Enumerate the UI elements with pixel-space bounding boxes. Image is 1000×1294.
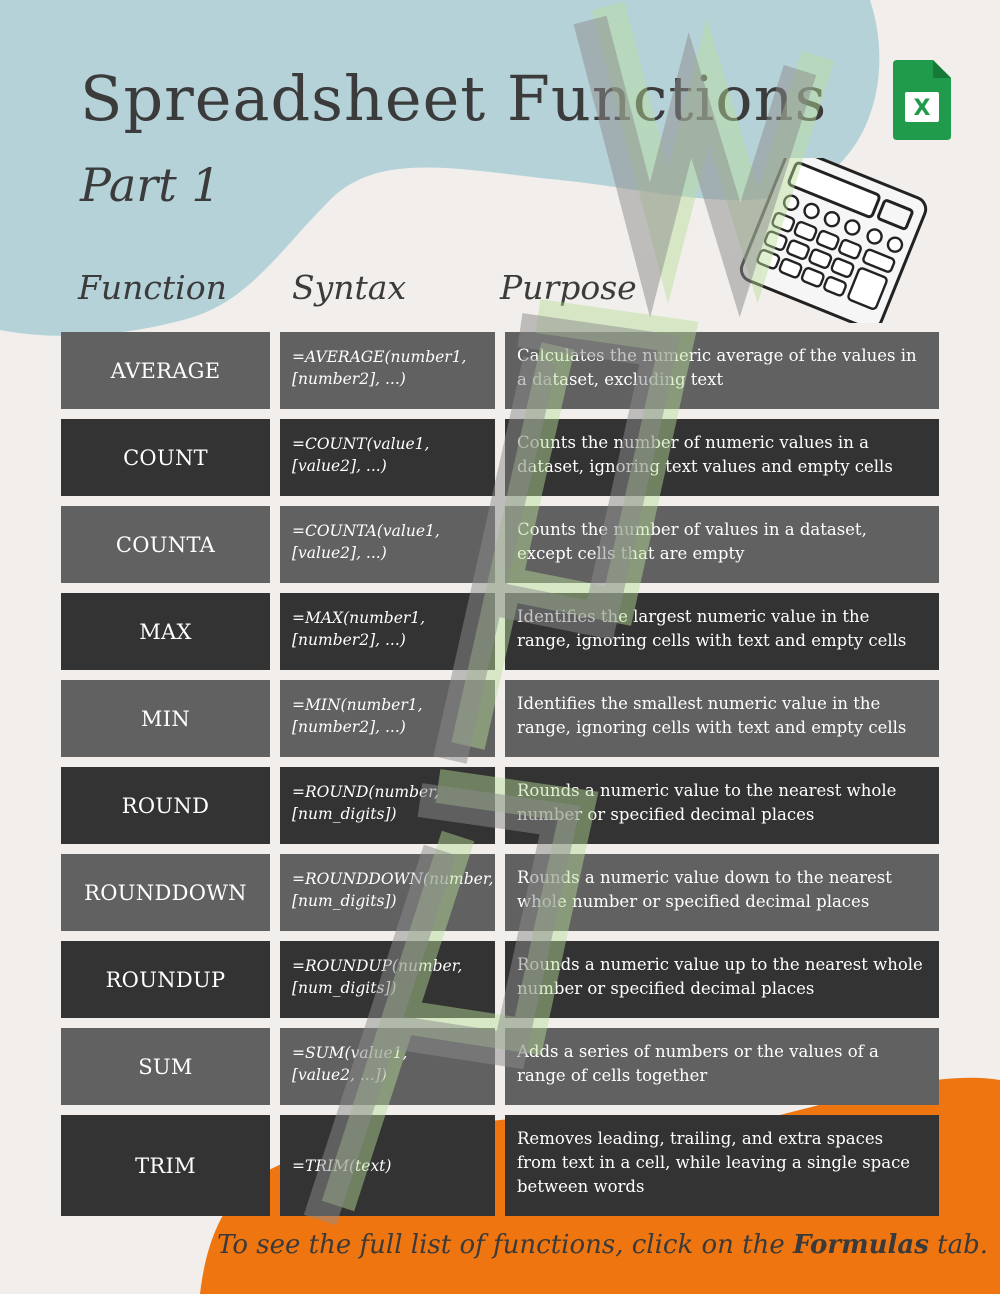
page-subtitle: Part 1 — [80, 158, 221, 212]
function-syntax: =COUNT(value1, [value2], ...) — [280, 419, 495, 496]
column-header-function: Function — [78, 268, 227, 307]
function-purpose: Counts the number of values in a dataset, except cells that are empty — [505, 506, 939, 583]
column-header-purpose: Purpose — [500, 268, 637, 307]
function-syntax: =MIN(number1, [number2], ...) — [280, 680, 495, 757]
function-purpose: Rounds a numeric value down to the nearest whole number or specified decimal places — [505, 854, 939, 931]
table-row — [61, 1028, 939, 1105]
column-header-syntax: Syntax — [292, 268, 407, 307]
function-name: MIN — [61, 680, 270, 757]
function-purpose: Calculates the numeric average of the values in a dataset, excluding text — [505, 332, 939, 409]
function-name: COUNT — [61, 419, 270, 496]
excel-logo-letter: X — [913, 96, 931, 121]
page-title: Spreadsheet Functions — [80, 62, 828, 135]
function-purpose: Removes leading, trailing, and extra spaces from text in a cell, while leaving a single space between words — [505, 1115, 939, 1216]
function-name: ROUND — [61, 767, 270, 844]
function-syntax: =COUNTA(value1, [value2], ...) — [280, 506, 495, 583]
table-row — [61, 680, 939, 757]
footer-text-end: tab. — [928, 1230, 988, 1260]
function-syntax: =ROUND(number, [num_digits]) — [280, 767, 495, 844]
footer-text-start: To see the full list of functions, click on the — [217, 1230, 794, 1260]
footer-note — [217, 1230, 988, 1260]
function-name: TRIM — [61, 1115, 270, 1216]
function-syntax: =MAX(number1, [number2], ...) — [280, 593, 495, 670]
function-name: AVERAGE — [61, 332, 270, 409]
table-row — [61, 941, 939, 1018]
function-purpose: Identifies the smallest numeric value in the range, ignoring cells with text and empty cells — [505, 680, 939, 757]
function-purpose: Identifies the largest numeric value in the range, ignoring cells with text and empty cells — [505, 593, 939, 670]
excel-icon — [893, 60, 953, 140]
function-syntax: =ROUNDDOWN(number, [num_digits]) — [280, 854, 495, 931]
function-syntax: =SUM(value1, [value2, ...]) — [280, 1028, 495, 1105]
function-syntax: =TRIM(text) — [280, 1115, 495, 1216]
table-row — [61, 419, 939, 496]
function-name: MAX — [61, 593, 270, 670]
table-row — [61, 1115, 939, 1216]
function-purpose: Adds a series of numbers or the values of a range of cells together — [505, 1028, 939, 1105]
calculator-icon — [730, 158, 930, 323]
table-row — [61, 506, 939, 583]
function-purpose: Rounds a numeric value up to the nearest whole number or specified decimal places — [505, 941, 939, 1018]
function-syntax: =ROUNDUP(number, [num_digits]) — [280, 941, 495, 1018]
function-name: ROUNDUP — [61, 941, 270, 1018]
table-row — [61, 593, 939, 670]
table-row — [61, 332, 939, 409]
formulas-tab-reference: Formulas — [793, 1230, 929, 1260]
function-purpose: Rounds a numeric value to the nearest whole number or specified decimal places — [505, 767, 939, 844]
table-row — [61, 854, 939, 931]
function-name: SUM — [61, 1028, 270, 1105]
function-syntax: =AVERAGE(number1, [number2], ...) — [280, 332, 495, 409]
function-purpose: Counts the number of numeric values in a dataset, ignoring text values and empty cells — [505, 419, 939, 496]
function-name: ROUNDDOWN — [61, 854, 270, 931]
function-name: COUNTA — [61, 506, 270, 583]
table-row — [61, 767, 939, 844]
functions-table — [61, 332, 939, 1216]
